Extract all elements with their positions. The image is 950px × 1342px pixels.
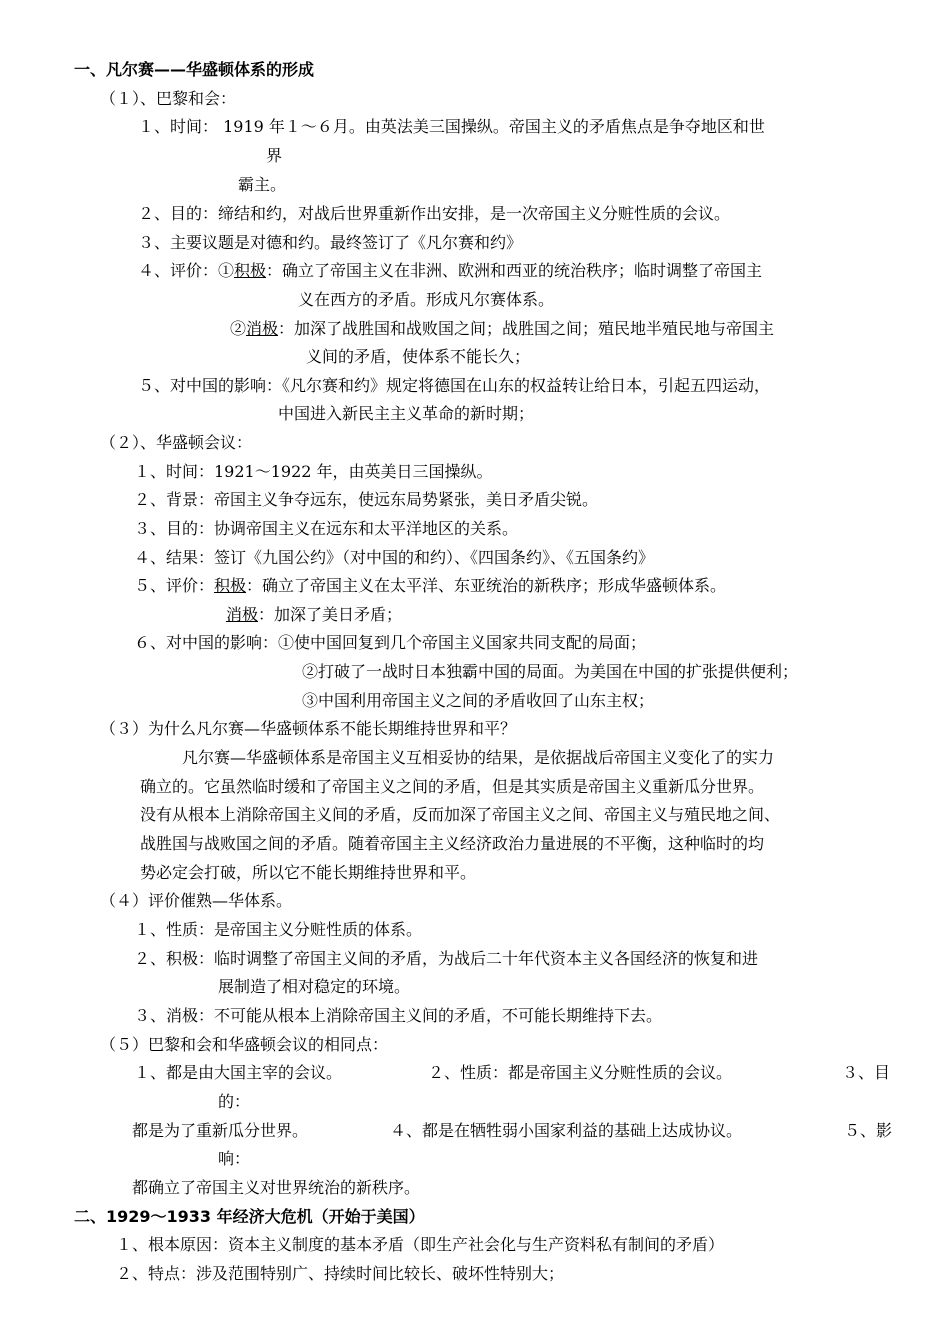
paragraph-line: ５、影	[844, 1121, 893, 1140]
text-span: ：确立了帝国主义在太平洋、东亚统治的新秩序；形成华盛顿体系。	[246, 576, 727, 595]
underlined-label: 消极	[226, 605, 259, 624]
paragraph-line: 势必定会打破，所以它不能长期维持世界和平。	[140, 863, 477, 882]
subsection-heading: （４）评价催熟—华体系。	[100, 891, 293, 910]
paragraph-line: ２、背景：帝国主义争夺远东，使远东局势紧张，美日矛盾尖锐。	[134, 490, 599, 509]
text-span: ４、评价：①	[138, 261, 235, 280]
paragraph-line: ２、积极：临时调整了帝国主义间的矛盾，为战后二十年代资本主义各国经济的恢复和进	[134, 949, 759, 968]
paragraph-line: 没有从根本上消除帝国主义间的矛盾，反而加深了帝国主义之间、帝国主义与殖民地之间、	[140, 805, 781, 824]
paragraph-line: 战胜国与战败国之间的矛盾。随着帝国主主义经济政治力量进展的不平衡，这种临时的均	[140, 834, 765, 853]
paragraph-line: 义在西方的矛盾。形成凡尔赛体系。	[298, 290, 555, 309]
paragraph-line	[230, 319, 774, 339]
paragraph-line: ３、消极：不可能从根本上消除帝国主义间的矛盾，不可能长期维持下去。	[134, 1006, 663, 1025]
underlined-label: 积极	[214, 576, 247, 595]
paragraph-line: 霸主。	[238, 175, 287, 194]
subsection-heading: （５）巴黎和会和华盛顿会议的相同点：	[100, 1035, 389, 1054]
text-span: ：加深了美日矛盾；	[258, 605, 403, 624]
paragraph-line: １、时间：1921～1922 年，由英美日三国操纵。	[134, 462, 493, 481]
paragraph-line: １、都是由大国主宰的会议。	[134, 1063, 343, 1082]
text-span: ：加深了战胜国和战败国之间；战胜国之间；殖民地半殖民地与帝国主	[278, 319, 775, 338]
paragraph-line: 响：	[218, 1149, 251, 1168]
paragraph-line: ４、结果：签订《九国公约》（对中国的和约）、《四国条约》、《五国条约》	[134, 548, 655, 567]
paragraph-line: ２、特点：涉及范围特别广、持续时间比较长、破坏性特别大；	[116, 1264, 565, 1283]
paragraph-line: 义间的矛盾，使体系不能长久；	[306, 347, 531, 366]
paragraph-line: 凡尔赛—华盛顿体系是帝国主义互相妥协的结果，是依据战后帝国主义变化了的实力	[182, 748, 775, 767]
paragraph-line: 确立的。它虽然临时缓和了帝国主义之间的矛盾，但是其实质是帝国主义重新瓜分世界。	[140, 777, 765, 796]
text-span: ②	[230, 319, 247, 338]
paragraph-line: ６、对中国的影响：①使中国回复到几个帝国主义国家共同支配的局面；	[134, 633, 647, 652]
underlined-label: 消极	[246, 319, 279, 338]
text-span: ５、评价：	[134, 576, 215, 595]
paragraph-line: ③中国利用帝国主义之间的矛盾收回了山东主权；	[302, 691, 655, 710]
paragraph-line: ２、性质：都是帝国主义分赃性质的会议。	[428, 1063, 733, 1082]
paragraph-line: 展制造了相对稳定的环境。	[218, 977, 411, 996]
section-title: 二、1929～1933 年经济大危机（开始于美国）	[74, 1207, 425, 1226]
paragraph-line: １、时间： 1919 年１～６月。由英法美三国操纵。帝国主义的矛盾焦点是争夺地区和世	[138, 117, 765, 136]
paragraph-line: ②打破了一战时日本独霸中国的局面。为美国在中国的扩张提供便利；	[302, 662, 799, 681]
paragraph-line: ５、对中国的影响：《凡尔赛和约》规定将德国在山东的权益转让给日本，引起五四运动，	[138, 376, 771, 395]
paragraph-line: ３、目的：协调帝国主义在远东和太平洋地区的关系。	[134, 519, 519, 538]
section-title: 一、凡尔赛——华盛顿体系的形成	[74, 60, 315, 79]
paragraph-line: ２、目的：缔结和约，对战后世界重新作出安排，是一次帝国主义分赃性质的会议。	[138, 204, 731, 223]
subsection-heading: （３）为什么凡尔赛—华盛顿体系不能长期维持世界和平？	[100, 719, 517, 738]
text-span: ：确立了帝国主义在非洲、欧洲和西亚的统治秩序；临时调整了帝国主	[266, 261, 763, 280]
paragraph-line: １、根本原因：资本主义制度的基本矛盾（即生产社会化与生产资料私有制间的矛盾）	[116, 1235, 725, 1254]
underlined-label: 积极	[234, 261, 267, 280]
paragraph-line	[226, 605, 402, 625]
paragraph-line: ４、都是在牺牲弱小国家利益的基础上达成协议。	[390, 1121, 743, 1140]
subsection-heading: （２）、华盛顿会议：	[100, 433, 253, 452]
paragraph-line	[138, 261, 762, 281]
subsection-heading: （１）、巴黎和会：	[100, 89, 237, 108]
paragraph-line: １、性质：是帝国主义分赃性质的体系。	[134, 920, 423, 939]
paragraph-line: 中国进入新民主主义革命的新时期；	[278, 404, 535, 423]
paragraph-line: ３、目	[842, 1063, 891, 1082]
paragraph-line: 都确立了帝国主义对世界统治的新秩序。	[132, 1178, 421, 1197]
paragraph-line: ３、主要议题是对德和约。最终签订了《凡尔赛和约》	[138, 233, 523, 252]
paragraph-line	[134, 576, 726, 596]
paragraph-line: 都是为了重新瓜分世界。	[132, 1121, 309, 1140]
paragraph-line: 的：	[218, 1092, 251, 1111]
paragraph-line: 界	[266, 146, 283, 165]
